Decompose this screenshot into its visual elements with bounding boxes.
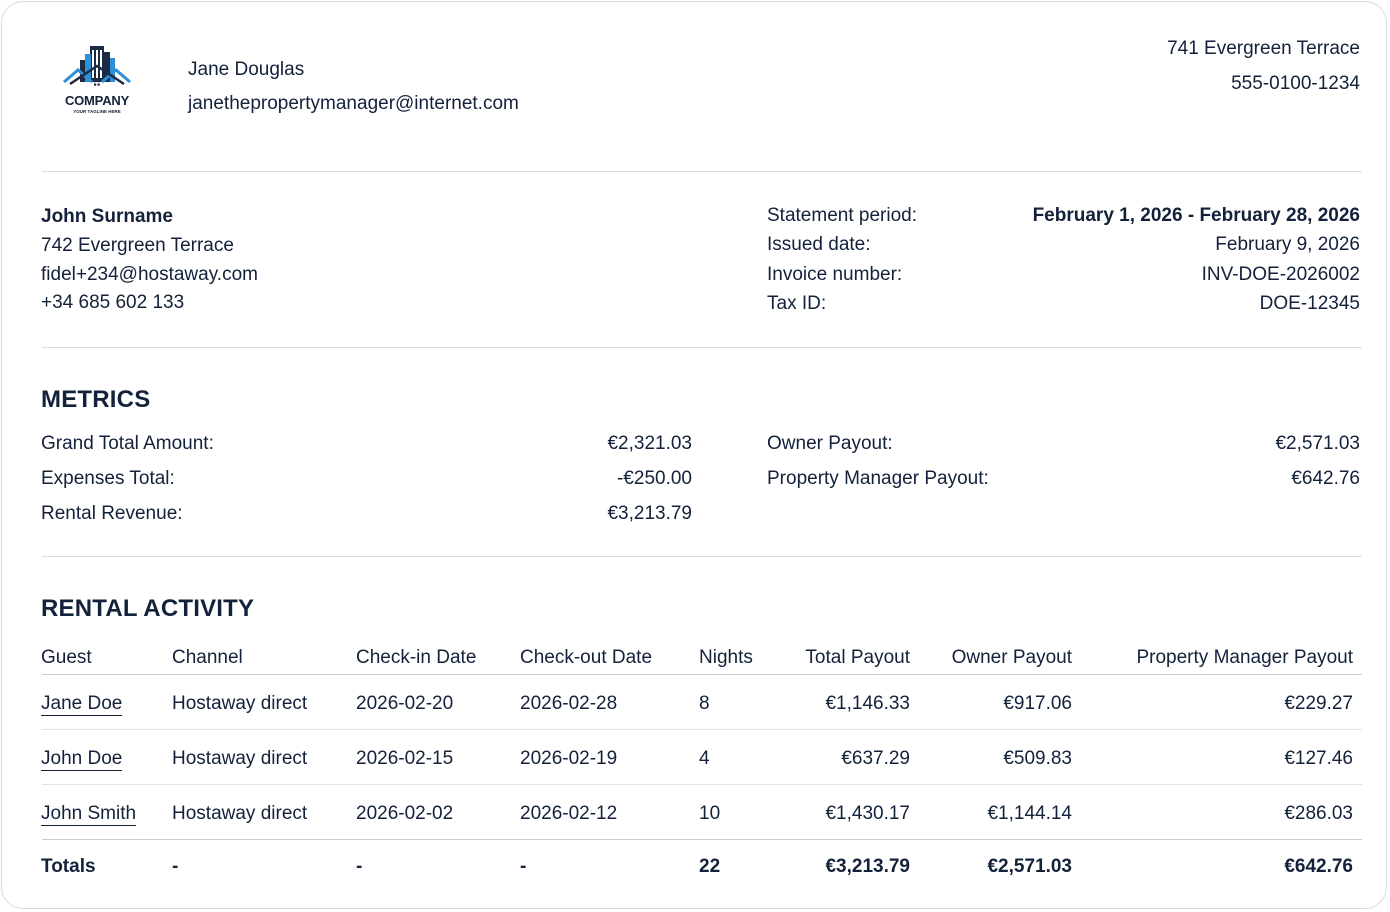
column-header-total-payout: Total Payout [805,647,910,668]
totals-owner-payout: €2,571.03 [987,856,1072,877]
owner-address: 742 Evergreen Terrace [41,235,234,256]
building-logo-icon [54,36,140,94]
table-row-guest[interactable] [41,802,136,826]
row-divider [42,784,1362,785]
table-row-channel: Hostaway direct [172,803,308,824]
owner-email: fidel+234@hostaway.com [41,264,258,285]
table-row-checkin: 2026-02-20 [356,693,454,714]
logo-text: COMPANY [64,93,130,108]
table-row-total-payout: €1,430.17 [825,803,910,824]
company-phone: 555-0100-1234 [1231,73,1360,94]
table-row-channel: Hostaway direct [172,748,308,769]
invoice-number-value: INV-DOE-2026002 [1201,264,1360,285]
column-header-nights: Nights [699,647,753,668]
totals-pm-payout: €642.76 [1284,856,1353,877]
divider [42,171,1362,172]
table-row-owner-payout: €917.06 [1003,693,1072,714]
table-row-pm-payout: €127.46 [1284,748,1353,769]
column-header-channel: Channel [172,647,243,668]
statement-period-label: Statement period: [767,205,917,226]
statement-card [1,1,1387,909]
rental-activity-title: RENTAL ACTIVITY [41,595,255,622]
table-row-channel: Hostaway direct [172,693,308,714]
grand-total-label: Grand Total Amount: [41,433,214,454]
column-header-checkin: Check-in Date [356,647,477,668]
table-row-guest[interactable] [41,747,122,771]
manager-email: janethepropertymanager@internet.com [188,93,519,114]
table-row-checkin: 2026-02-15 [356,748,454,769]
owner-payout-value: €2,571.03 [1275,433,1360,454]
totals-divider [42,839,1362,840]
totals-checkin: - [356,856,363,877]
rental-revenue-label: Rental Revenue: [41,503,183,524]
table-row-nights: 10 [699,803,721,824]
issued-date-label: Issued date: [767,234,871,255]
totals-nights: 22 [699,856,721,877]
divider [42,347,1362,348]
column-header-owner-payout: Owner Payout [951,647,1072,668]
tax-id-label: Tax ID: [767,293,827,314]
totals-channel: - [172,856,179,877]
owner-name: John Surname [41,206,173,227]
guest-link[interactable]: John Doe [41,748,123,769]
company-address: 741 Evergreen Terrace [1167,38,1360,59]
table-row-total-payout: €637.29 [841,748,910,769]
guest-link[interactable]: Jane Doe [41,693,123,714]
manager-name: Jane Douglas [188,59,305,80]
rental-revenue-value: €3,213.79 [607,503,692,524]
logo-tagline: YOUR TAGLINE HERE [73,109,121,114]
expenses-total-value: -€250.00 [616,468,692,489]
totals-checkout: - [520,856,527,877]
guest-link[interactable]: John Smith [41,803,137,824]
totals-label: Totals [41,856,96,877]
tax-id-value: DOE-12345 [1259,293,1360,314]
company-logo [54,36,140,122]
issued-date-value: February 9, 2026 [1215,234,1360,255]
table-row-checkout: 2026-02-28 [520,693,618,714]
owner-phone: +34 685 602 133 [41,292,185,313]
pm-payout-label: Property Manager Payout: [767,468,989,489]
table-row-checkout: 2026-02-12 [520,803,618,824]
table-row-owner-payout: €1,144.14 [987,803,1072,824]
table-row-nights: 8 [699,693,710,714]
table-row-owner-payout: €509.83 [1003,748,1072,769]
table-row-checkout: 2026-02-19 [520,748,618,769]
pm-payout-value: €642.76 [1291,468,1360,489]
row-divider [42,729,1362,730]
table-row-total-payout: €1,146.33 [825,693,910,714]
column-header-pm-payout: Property Manager Payout [1136,647,1353,668]
invoice-number-label: Invoice number: [767,264,903,285]
column-header-checkout: Check-out Date [520,647,653,668]
table-row-pm-payout: €286.03 [1284,803,1353,824]
table-row-pm-payout: €229.27 [1284,693,1353,714]
grand-total-value: €2,321.03 [607,433,692,454]
expenses-total-label: Expenses Total: [41,468,175,489]
table-row-guest[interactable] [41,692,122,716]
owner-payout-label: Owner Payout: [767,433,893,454]
header-divider [42,674,1362,675]
divider [42,556,1362,557]
totals-total-payout: €3,213.79 [825,856,910,877]
table-row-checkin: 2026-02-02 [356,803,454,824]
statement-period-value: February 1, 2026 - February 28, 2026 [1032,205,1360,226]
table-row-nights: 4 [699,748,710,769]
column-header-guest: Guest [41,647,92,668]
metrics-title: METRICS [41,386,151,413]
